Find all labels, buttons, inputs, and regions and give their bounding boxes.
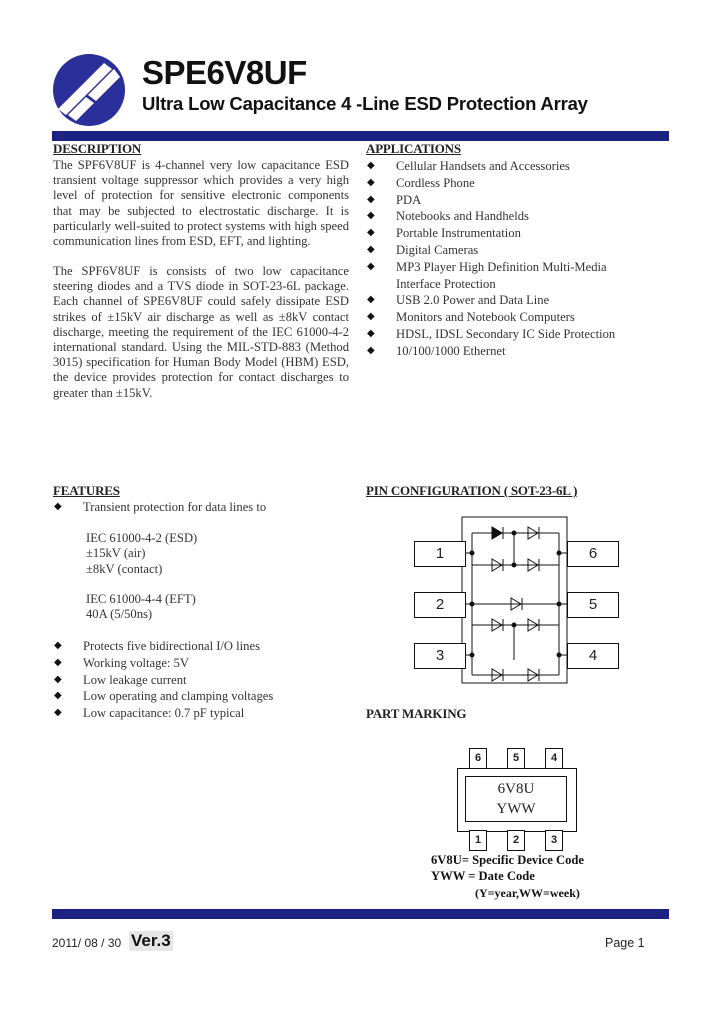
marking-legend-line: (Y=year,WW=week) <box>475 886 580 900</box>
company-logo-icon <box>52 53 126 127</box>
list-item-label: Interface Protection <box>396 276 496 291</box>
pin-3-label: 3 <box>414 643 466 669</box>
diamond-bullet-icon: ◆ <box>367 260 375 272</box>
diamond-bullet-icon: ◆ <box>367 294 375 306</box>
diamond-bullet-icon: ◆ <box>54 501 62 512</box>
list-item-label: Digital Cameras <box>396 242 479 257</box>
eft-spec-block <box>86 592 196 623</box>
list-item-label: Cordless Phone <box>396 175 475 190</box>
diamond-bullet-icon: ◆ <box>367 311 375 323</box>
esd-spec-line: ±8kV (contact) <box>86 561 163 576</box>
marking-pin-2: 2 <box>507 830 525 851</box>
list-item <box>366 158 666 175</box>
footer-date: 2011/ 08 / 30 <box>52 936 122 950</box>
esd-spec-line: ±15kV (air) <box>86 546 146 561</box>
diamond-bullet-icon: ◆ <box>367 327 375 339</box>
marking-pin-4: 4 <box>545 748 563 769</box>
part-number-title: SPE6V8UF <box>142 54 307 91</box>
features-first-list <box>53 499 353 516</box>
eft-spec-line: IEC 61000-4-4 (EFT) <box>86 592 196 606</box>
part-marking-diagram <box>455 746 580 856</box>
pin-6-label: 6 <box>567 541 619 567</box>
list-item-label: Transient protection for data lines to <box>83 500 267 514</box>
list-item <box>53 638 353 655</box>
list-item <box>366 343 666 360</box>
applications-heading: APPLICATIONS <box>366 141 461 156</box>
list-item-label: 10/100/1000 Ethernet <box>396 343 506 358</box>
list-item-label: Cellular Handsets and Accessories <box>396 159 570 173</box>
device-code: 6V8U <box>497 781 535 797</box>
list-item-label: Low operating and clamping voltages <box>83 689 274 704</box>
list-item-continuation <box>366 276 666 293</box>
list-item-label: Protects five bidirectional I/O lines <box>83 639 260 653</box>
marking-pin-6: 6 <box>469 748 487 769</box>
pin-5-label: 5 <box>567 592 619 618</box>
list-item-label: PDA <box>396 192 422 207</box>
list-item <box>366 225 666 242</box>
list-item-label: Portable Instrumentation <box>396 226 521 241</box>
pin-config-diagram <box>414 515 624 685</box>
list-item <box>53 499 353 516</box>
date-code: YWW <box>496 801 536 817</box>
eft-spec-line: 40A (5/50ns) <box>86 607 153 622</box>
list-item-label: MP3 Player High Definition Multi-Media <box>396 259 607 274</box>
list-item <box>53 688 353 705</box>
diamond-bullet-icon: ◆ <box>367 193 375 205</box>
footer-version: Ver.3 <box>131 931 171 950</box>
header-divider <box>52 131 669 141</box>
list-item <box>366 309 666 326</box>
diamond-bullet-icon: ◆ <box>367 210 375 222</box>
list-item-label: Monitors and Notebook Computers <box>396 310 575 325</box>
list-item <box>53 705 353 722</box>
list-item-label: USB 2.0 Power and Data Line <box>396 293 550 308</box>
list-item-label: Notebooks and Handhelds <box>396 209 529 224</box>
esd-spec-line: IEC 61000-4-2 (ESD) <box>86 531 198 545</box>
pin-config-heading: PIN CONFIGURATION ( SOT-23-6L ) <box>366 483 578 498</box>
diamond-bullet-icon: ◆ <box>54 707 62 719</box>
footer-page-number: Page 1 <box>605 936 645 950</box>
list-item <box>366 292 666 309</box>
features-heading: FEATURES <box>53 483 120 498</box>
list-item <box>53 655 353 672</box>
marking-legend-line: YWW = Date Code <box>431 869 535 883</box>
diamond-bullet-icon: ◆ <box>367 176 375 188</box>
page-subtitle: Ultra Low Capacitance 4 -Line ESD Protection Array <box>142 93 588 114</box>
features-list <box>53 638 353 722</box>
diamond-bullet-icon: ◆ <box>367 227 375 239</box>
description-para-1: The SPF6V8UF is 4-channel very low capacitance ESD transient voltage suppressor which provides a very high level of protection for sensitive electronic components that may be subjected to electrostatic discharge. It is particularly well-suited to protect systems with high speed communication lines from ESD, EFT, and lighting. <box>53 158 349 249</box>
list-item <box>366 259 666 276</box>
part-marking-heading: PART MARKING <box>366 706 467 721</box>
diamond-bullet-icon: ◆ <box>54 690 62 702</box>
diamond-bullet-icon: ◆ <box>367 243 375 255</box>
marking-pin-1: 1 <box>469 830 487 851</box>
list-item-label: HDSL, IDSL Secondary IC Side Protection <box>396 326 616 341</box>
diamond-bullet-icon: ◆ <box>54 640 62 651</box>
list-item-label: Low leakage current <box>83 672 187 687</box>
list-item <box>366 175 666 192</box>
list-item <box>366 326 666 343</box>
marking-legend-line: 6V8U= Specific Device Code <box>431 853 585 867</box>
diamond-bullet-icon: ◆ <box>367 160 375 171</box>
list-item <box>366 192 666 209</box>
esd-spec-block <box>86 531 197 577</box>
pin-4-label: 4 <box>567 643 619 669</box>
marking-pin-5: 5 <box>507 748 525 769</box>
list-item-label: Working voltage: 5V <box>83 655 190 670</box>
description-heading: DESCRIPTION <box>53 141 142 156</box>
description-para-2: The SPF6V8UF is consists of two low capacitance steering diodes and a TVS diode in SOT-23-6L package. Each channel of SPE6V8UF could safely dissipate ESD strikes of ±15kV air discharge as well as ±8kV contact discharge, meeting the requirement of the IEC 61000-4-2 international standard. Using the MIL-STD-883 (Method 3015) specification for Human Body Model (HBM) ESD, the device provides protection for contact discharges to greater than ±15kV. <box>53 264 349 400</box>
applications-list <box>366 158 666 360</box>
pin-1-label: 1 <box>414 541 466 567</box>
pin-2-label: 2 <box>414 592 466 618</box>
list-item <box>53 672 353 689</box>
footer-divider <box>52 909 669 919</box>
diamond-bullet-icon: ◆ <box>367 344 375 356</box>
list-item <box>366 242 666 259</box>
marking-pin-3: 3 <box>545 830 563 851</box>
diamond-bullet-icon: ◆ <box>54 673 62 685</box>
list-item-label: Low capacitance: 0.7 pF typical <box>83 706 245 721</box>
list-item <box>366 208 666 225</box>
diamond-bullet-icon: ◆ <box>54 656 62 668</box>
chip-marking-face <box>465 776 567 822</box>
